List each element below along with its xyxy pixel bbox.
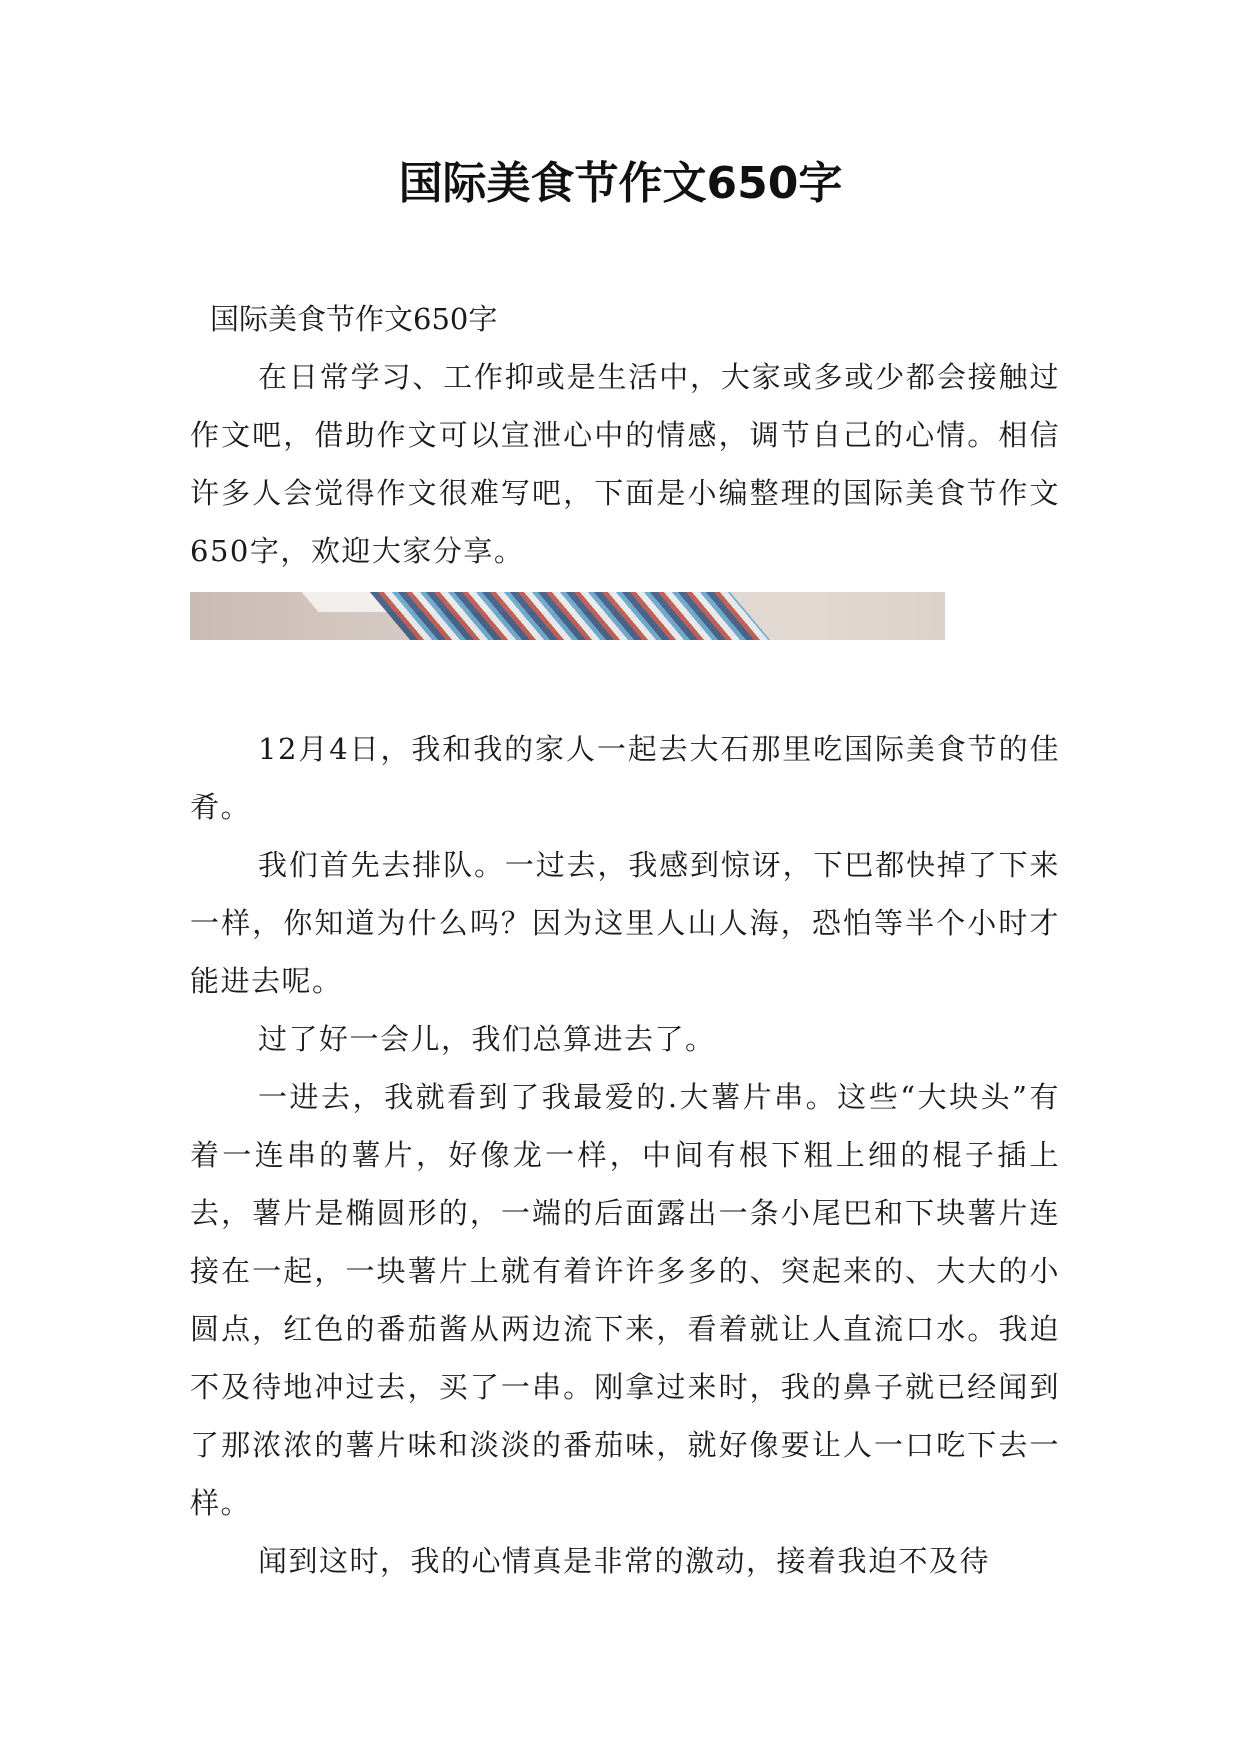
document-subtitle: 国际美食节作文650字 xyxy=(210,302,498,336)
document-body xyxy=(190,290,1060,1590)
paragraph-chips: 一进去，我就看到了我最爱的.大薯片串。这些“大块头”有着一连串的薯片，好像龙一样，中间有根下粗上细的棍子插上去，薯片是椭圆形的，一端的后面露出一条小尾巴和下块薯片连接在一起，一块薯片上就有着许许多多的、突起来的、大大的小圆点，红色的番茄酱从两边流下来，看着就让人直流口水。我迫不及待地冲过去，买了一串。刚拿过来时，我的鼻子就已经闻到了那浓浓的薯片味和淡淡的番茄味，就好像要让人一口吃下去一样。 xyxy=(190,1080,1060,1520)
book-photo-image xyxy=(190,592,945,640)
paragraph-enter: 过了好一会儿，我们总算进去了。 xyxy=(258,1022,716,1056)
paragraph-date: 12月4日，我和我的家人一起去大石那里吃国际美食节的佳肴。 xyxy=(190,732,1060,824)
page-title: 国际美食节作文650字 xyxy=(398,158,843,209)
book-edge-shape xyxy=(370,592,770,640)
paragraph-intro: 在日常学习、工作抑或是生活中，大家或多或少都会接触过作文吧，借助作文可以宣泄心中的情感，调节自己的心情。相信许多人会觉得作文很难写吧，下面是小编整理的国际美食节作文650字，欢迎大家分享。 xyxy=(190,360,1060,568)
paragraph-excited: 闻到这时，我的心情真是非常的激动，接着我迫不及待 xyxy=(258,1544,991,1578)
paragraph-queue: 我们首先去排队。一过去，我感到惊讶，下巴都快掉了下来一样，你知道为什么吗？因为这里人山人海，恐怕等半个小时才能进去呢。 xyxy=(190,848,1060,998)
